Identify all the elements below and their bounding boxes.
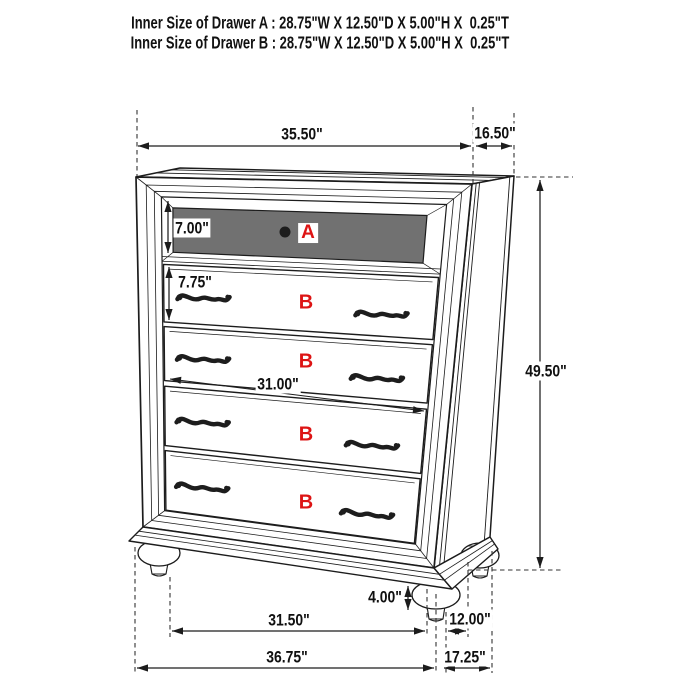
overall-height-dim-label: 49.50"	[525, 361, 567, 381]
drawer-b2-label: B	[296, 352, 316, 373]
drawer-b4-label: B	[296, 493, 316, 514]
drawer-a-height-dim-label: 7.00"	[175, 218, 209, 238]
top-width-dim-label: 35.50"	[281, 124, 323, 144]
drawer-a-label: A	[298, 223, 318, 243]
drawer-b-height-dim-label: 7.75"	[178, 272, 212, 292]
foot-span-width-dim-label: 31.50"	[268, 610, 310, 630]
foot-span-depth-dim-label: 12.00"	[449, 609, 491, 629]
drawer-b3-label: B	[296, 425, 316, 446]
foot-height-dim-label: 4.00"	[368, 587, 402, 607]
drawer-b1-label: B	[296, 293, 316, 314]
overall-width-dim-label: 36.75"	[266, 647, 308, 667]
top-depth-dim-label: 16.50"	[474, 123, 516, 143]
drawer-width-dim-label: 31.00"	[257, 374, 299, 394]
drawer-a-size-text: Inner Size of Drawer A : 28.75"W X 12.50"D X 5.00"H X 0.25"T	[131, 12, 509, 33]
drawer-b-size-text: Inner Size of Drawer B : 28.75"W X 12.50"D X 5.00"H X 0.25"T	[130, 32, 510, 53]
overall-depth-dim-label: 17.25"	[444, 647, 486, 667]
